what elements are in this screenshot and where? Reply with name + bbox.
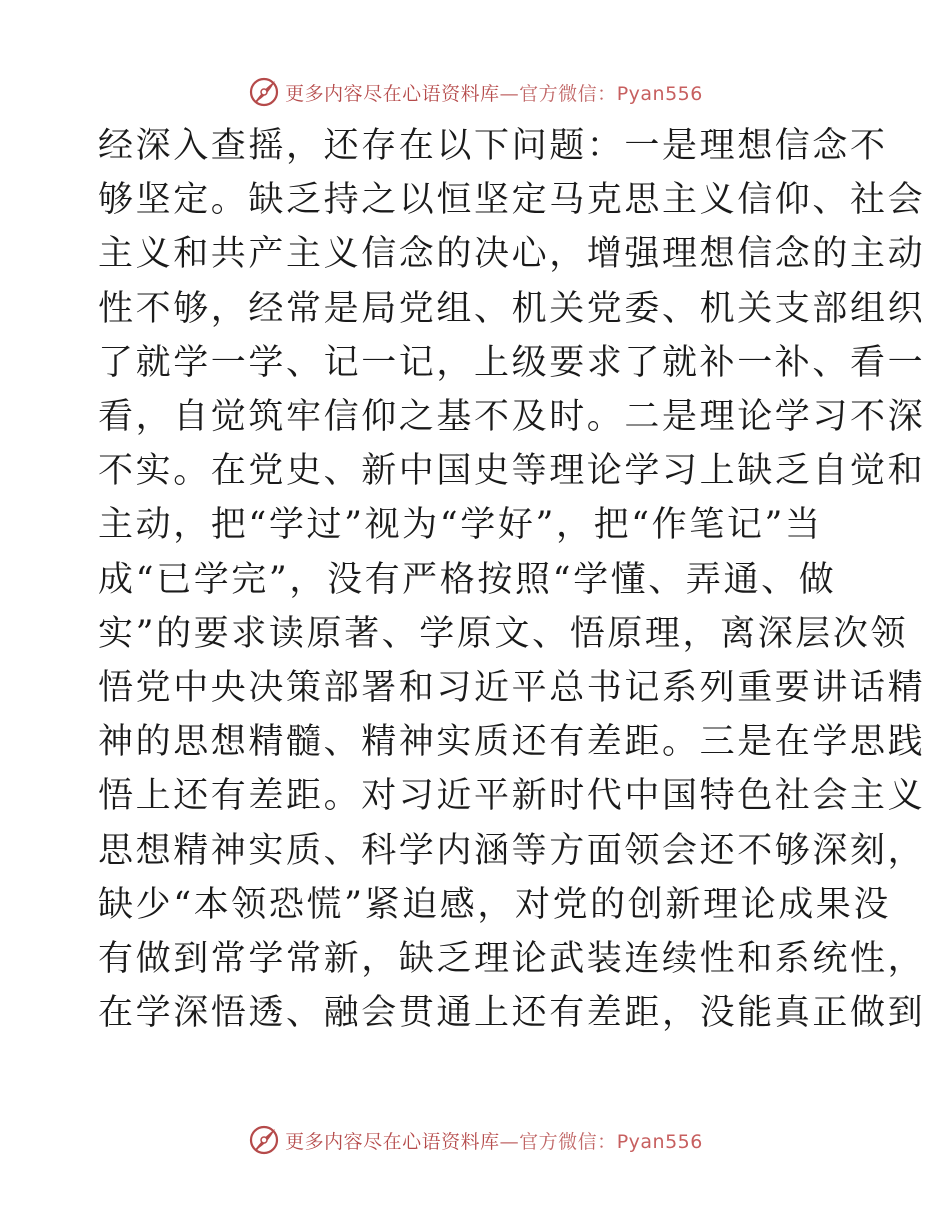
header-banner-main: 更多内容尽在心语资料库 (285, 82, 500, 105)
document-line: 思想精神实质、科学内涵等方面领会还不够深刻， (98, 830, 926, 871)
header-banner-text (285, 79, 703, 106)
footer-banner (0, 1120, 950, 1160)
document-line: 悟党中央决策部署和习近平总书记系列重要讲话精 (98, 668, 926, 709)
footer-banner-main: 更多内容尽在心语资料库 (285, 1130, 500, 1153)
document-line: 有做到常学常新，缺乏理论武装连续性和系统性， (98, 939, 926, 980)
document-line: 主动，把“学过”视为“学好”，把“作笔记”当 (98, 505, 823, 546)
document-line: 神的思想精髓、精神实质还有差距。三是在学思践 (98, 722, 926, 763)
header-banner (0, 72, 950, 112)
document-line: 在学深悟透、融会贯通上还有差距，没能真正做到 (98, 993, 926, 1034)
document-line: 看，自觉筑牢信仰之基不及时。二是理论学习不深 (98, 397, 926, 438)
document-line: 实”的要求读原著、学原文、悟原理，离深层次领 (98, 613, 909, 654)
header-banner-dash: — (499, 82, 520, 105)
footer-banner-wechat-id: Pyan556 (616, 1130, 703, 1153)
document-line: 悟上还有差距。对习近平新时代中国特色社会主义 (98, 776, 926, 817)
document-body (98, 119, 926, 1040)
document-line: 够坚定。缺乏持之以恒坚定马克思主义信仰、社会 (98, 180, 926, 221)
document-line: 缺少“本领恐慌”紧迫感，对党的创新理论成果没 (98, 884, 891, 925)
footer-banner-text (285, 1127, 703, 1154)
header-banner-sub: 官方微信： (519, 82, 617, 105)
document-line: 不实。在党史、新中国史等理论学习上缺乏自觉和 (98, 451, 926, 492)
document-line: 成“已学完”，没有严格按照“学懂、弄通、做 (98, 559, 837, 600)
document-line: 性不够，经常是局党组、机关党委、机关支部组织 (98, 288, 926, 329)
document-line: 经深入查摇，还存在以下问题：一是理想信念不 (98, 126, 888, 166)
footer-banner-dash: — (499, 1130, 520, 1153)
document-line: 主义和共产主义信念的决心，增强理想信念的主动 (98, 234, 926, 275)
footer-banner-sub: 官方微信： (519, 1130, 617, 1153)
document-line: 了就学一学、记一记，上级要求了就补一补、看一 (98, 342, 926, 383)
quill-pen-logo-icon (247, 75, 281, 109)
header-banner-wechat-id: Pyan556 (616, 82, 703, 105)
quill-pen-logo-icon (247, 1123, 281, 1157)
